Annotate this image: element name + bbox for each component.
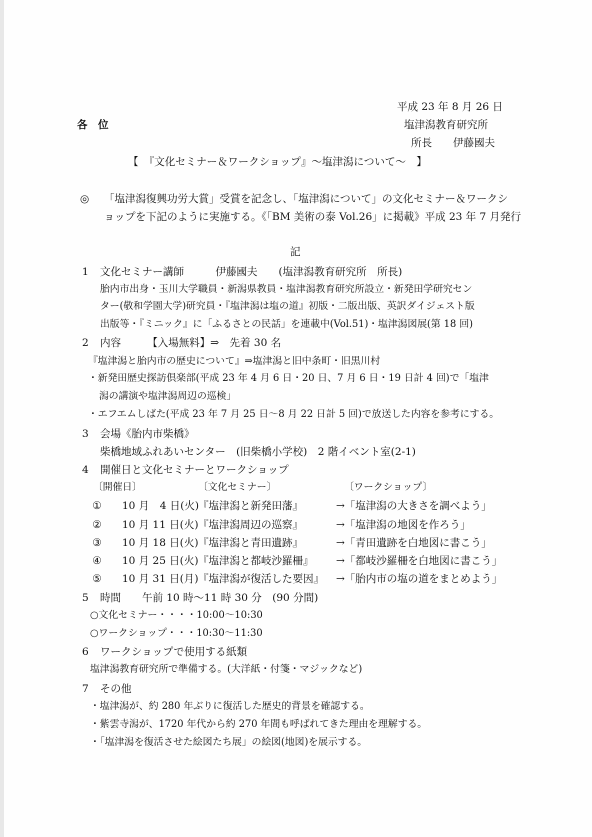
document-date: 平成 23 年 8 月 26 日: [397, 101, 503, 113]
organization-name: 塩津潟教育研究所: [404, 119, 488, 131]
row-seminar: 『塩津潟と青田遺跡』: [198, 537, 303, 549]
section-1-heading: 文化セミナー講師 伊藤國夫 (塩津潟教育研究所 所長): [100, 266, 403, 278]
row-marker: ⑤: [92, 573, 102, 585]
section-4-number: 4: [82, 464, 89, 476]
row-date: 10 月 25 日(火): [122, 555, 199, 567]
section-5-heading: 時間 午前 10 時～11 時 30 分 (90 分間): [100, 592, 319, 604]
time-seminar: ○文化セミナー・・・・10:00～10:30: [90, 610, 263, 621]
row-seminar: 『塩津潟と新発田藩』: [198, 500, 303, 512]
scan-edge: [0, 0, 4, 837]
row-workshop: →「胎内市の塩の道をまとめよう」: [336, 573, 503, 585]
director-name: 所長 伊藤國夫: [411, 137, 495, 149]
section-2-line: ・新発田歴史探訪倶楽部(平成 23 年 4 月 6 日・20 日、7 月 6 日・19 日計 4 回)で「塩津: [88, 373, 489, 384]
section-3-venue: 柴橋地域ふれあいセンター (旧柴橋小学校) 2 階イベント室(2-1): [100, 446, 416, 458]
section-1-line: ター(敬和学園大学)研究員・『塩津潟は塩の道』初版・二版出版、英訳ダイジェスト版: [100, 301, 475, 312]
ki-heading: 記: [290, 246, 301, 258]
section-2-heading: 内容 【入場無料】⇒ 先着 30 名: [100, 337, 282, 349]
column-header-workshop: 〔ワークショップ〕: [344, 482, 433, 493]
section-2-line: ・エフエムしばた(平成 23 年 7 月 25 日～8 月 22 日計 5 回)で放送した内容を参考にする。: [88, 409, 500, 420]
row-date: 10 月 11 日(火): [122, 519, 199, 531]
section-1-number: 1: [82, 266, 89, 278]
section-3-heading: 会場《胎内市柴橋》: [100, 428, 195, 440]
time-workshop: ○ワークショップ・・・10:30～11:30: [90, 628, 263, 639]
column-header-seminar: 〔文化セミナー〕: [198, 482, 277, 493]
section-7-line: ・「塩津潟を復活させた絵図たち展」の絵図(地図)を展示する。: [90, 737, 368, 748]
intro-line-1: 「塩津潟復興功労大賞」受賞を記念し、「塩津潟について」の文化セミナー＆ワークシ: [104, 193, 509, 205]
row-workshop: →「塩津潟の大きさを調べよう」: [336, 500, 492, 512]
section-2-number: 2: [82, 337, 89, 349]
section-7-heading: その他: [100, 683, 132, 695]
addressee: 各 位: [77, 119, 109, 131]
row-workshop: →「青田遺跡を白地図に書こう」: [336, 537, 492, 549]
section-6-number: 6: [82, 646, 89, 658]
row-date: 10 月 31 日(月): [122, 573, 199, 585]
section-5-number: 5: [82, 592, 89, 604]
row-marker: ③: [92, 537, 102, 549]
row-marker: ②: [92, 519, 102, 531]
section-2-line: 潟の講演や塩津潟周辺の巡検」: [99, 391, 237, 402]
row-workshop: →「塩津潟の地図を作ろう」: [336, 519, 471, 531]
section-3-number: 3: [82, 428, 89, 440]
section-7-line: ・紫雲寺潟が、1720 年代から約 270 年間も呼ばれてきた理由を理解する。: [90, 719, 428, 730]
section-2-line: 『塩津潟と胎内市の歴史について』⇒塩津潟と旧中条町・旧黒川村: [88, 356, 381, 367]
row-seminar: 『塩津潟が復活した要因』: [198, 573, 324, 585]
section-1-line: 出版等・『ミニック』に「ふるさとの民話」を連載中(Vol.51)・塩津潟図展(第 18 回): [100, 319, 473, 330]
row-seminar: 『塩津潟周辺の巡察』: [198, 519, 303, 531]
row-date: 10 月 4 日(火): [122, 500, 199, 512]
section-6-heading: ワークショップで使用する紙類: [100, 646, 248, 658]
section-7-line: ・塩津潟が、約 280 年ぶりに復活した歴史的背景を確認する。: [90, 701, 370, 712]
intro-line-2: ョップを下記のように実施する。《「BM 美術の泰 Vol.26」に掲載》平成 23 年 7 月発行: [104, 211, 522, 223]
section-6-line: 塩津潟教育研究所で準備する。(大洋紙・付箋・マジックなど): [90, 664, 363, 675]
intro-mark: ◎: [80, 193, 90, 205]
row-marker: ①: [92, 500, 102, 512]
column-header-date: 〔開催日〕: [93, 482, 142, 493]
row-date: 10 月 18 日(火): [122, 537, 199, 549]
document-title: 【 『文化セミナー＆ワークショップ』～塩津潟について～ 】: [128, 156, 427, 168]
section-1-line: 胎内市出身・玉川大学職員・新潟県教員・塩津潟教育研究所設立・新発田学研究セン: [100, 284, 473, 295]
row-workshop: →「都岐沙羅柵を白地図に書こう」: [336, 555, 503, 567]
row-marker: ④: [92, 555, 102, 567]
section-7-number: 7: [82, 683, 89, 695]
section-4-heading: 開催日と文化セミナーとワークショップ: [100, 464, 289, 476]
row-seminar: 『塩津潟と都岐沙羅柵』: [198, 555, 314, 567]
